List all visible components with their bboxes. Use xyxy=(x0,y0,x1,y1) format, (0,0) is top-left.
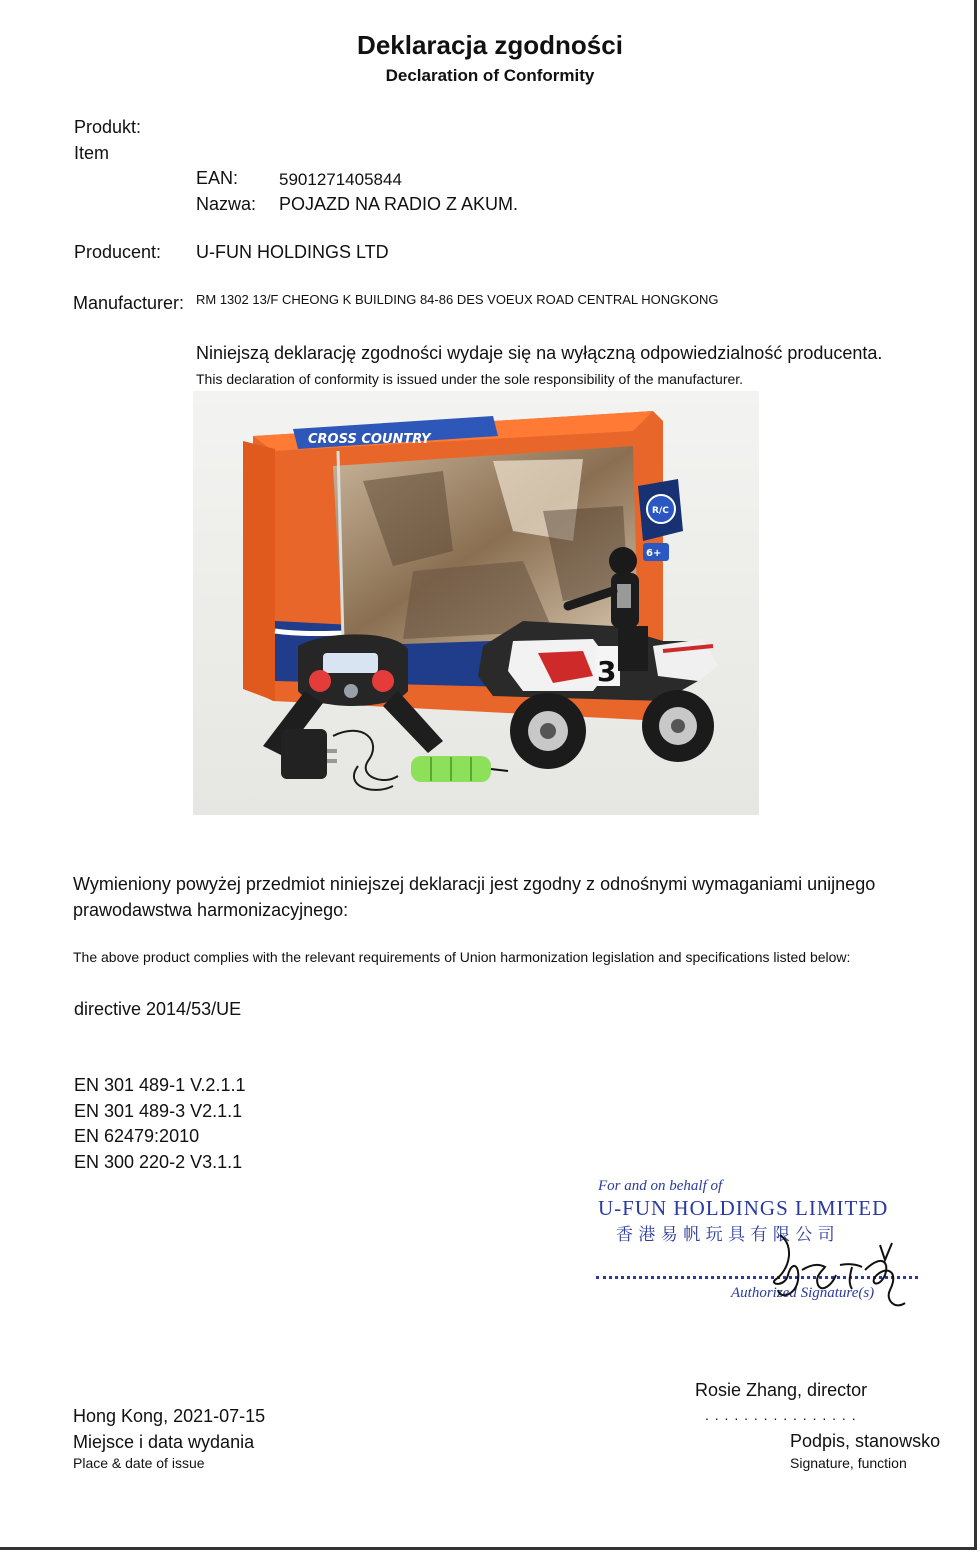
standard-item: EN 62479:2010 xyxy=(74,1126,200,1146)
stamp-line-1: For and on behalf of xyxy=(598,1178,723,1194)
standard-item: EN 301 489-3 V2.1.1 xyxy=(74,1101,243,1121)
place-date: Hong Kong, 2021-07-15 xyxy=(73,1406,266,1426)
compliance-en: The above product complies with the relevant requirements of Union harmonization legislation and specifications listed below: xyxy=(73,949,851,965)
producer-name: U-FUN HOLDINGS LTD xyxy=(196,242,389,262)
document-subtitle: Declaration of Conformity xyxy=(385,66,595,85)
producer-label-pl: Producent: xyxy=(74,242,162,262)
compliance-pl-line2: prawodawstwa harmonizacyjnego: xyxy=(73,900,349,920)
name-value: POJAZD NA RADIO Z AKUM. xyxy=(279,194,519,214)
svg-text:3: 3 xyxy=(597,655,617,688)
directive: directive 2014/53/UE xyxy=(74,999,242,1019)
responsibility-pl: Niniejszą deklarację zgodności wydaje się na wyłączną odpowiedzialność producenta. xyxy=(196,343,883,363)
product-label-en: Item xyxy=(74,143,110,163)
place-date-label-en: Place & date of issue xyxy=(73,1455,205,1471)
ean-value: 5901271405844 xyxy=(279,170,402,189)
ean-label: EAN: xyxy=(196,168,239,188)
signature-label-en: Signature, function xyxy=(790,1455,907,1471)
producer-label-en: Manufacturer: xyxy=(73,293,185,313)
stamp-line-2: U-FUN HOLDINGS LIMITED xyxy=(598,1196,889,1220)
svg-text:6+: 6+ xyxy=(646,548,662,559)
stamp-line-3: 香 港 易 帆 玩 具 有 限 公 司 xyxy=(616,1225,835,1245)
product-label-pl: Produkt: xyxy=(74,117,142,137)
standard-item: EN 300 220-2 V3.1.1 xyxy=(74,1152,243,1172)
signer-name: Rosie Zhang, director xyxy=(695,1380,868,1400)
responsibility-en: This declaration of conformity is issued under the sole responsibility of the manufacturer. xyxy=(196,371,744,387)
stamp-line-4: Authorized Signature(s) xyxy=(731,1285,875,1301)
product-photo xyxy=(193,391,759,815)
svg-text:CROSS COUNTRY: CROSS COUNTRY xyxy=(308,432,431,447)
name-label: Nazwa: xyxy=(196,194,257,214)
place-date-label-pl: Miejsce i data wydania xyxy=(73,1432,255,1452)
compliance-pl-line1: Wymieniony powyżej przedmiot niniejszej deklaracji jest zgodny z odnośnymi wymaganiami unijnego xyxy=(73,874,876,894)
standard-item: EN 301 489-1 V.2.1.1 xyxy=(74,1075,246,1095)
producer-address: RM 1302 13/F CHEONG K BUILDING 84-86 DES VOEUX ROAD CENTRAL HONGKONG xyxy=(196,292,719,307)
signature-dots: . . . . . . . . . . . . . . . . xyxy=(705,1407,857,1423)
svg-text:R/C: R/C xyxy=(652,506,669,516)
signature-label-pl: Podpis, stanowsko xyxy=(790,1431,941,1451)
handwritten-signature xyxy=(740,1215,920,1325)
document-title: Deklaracja zgodności xyxy=(357,30,623,60)
